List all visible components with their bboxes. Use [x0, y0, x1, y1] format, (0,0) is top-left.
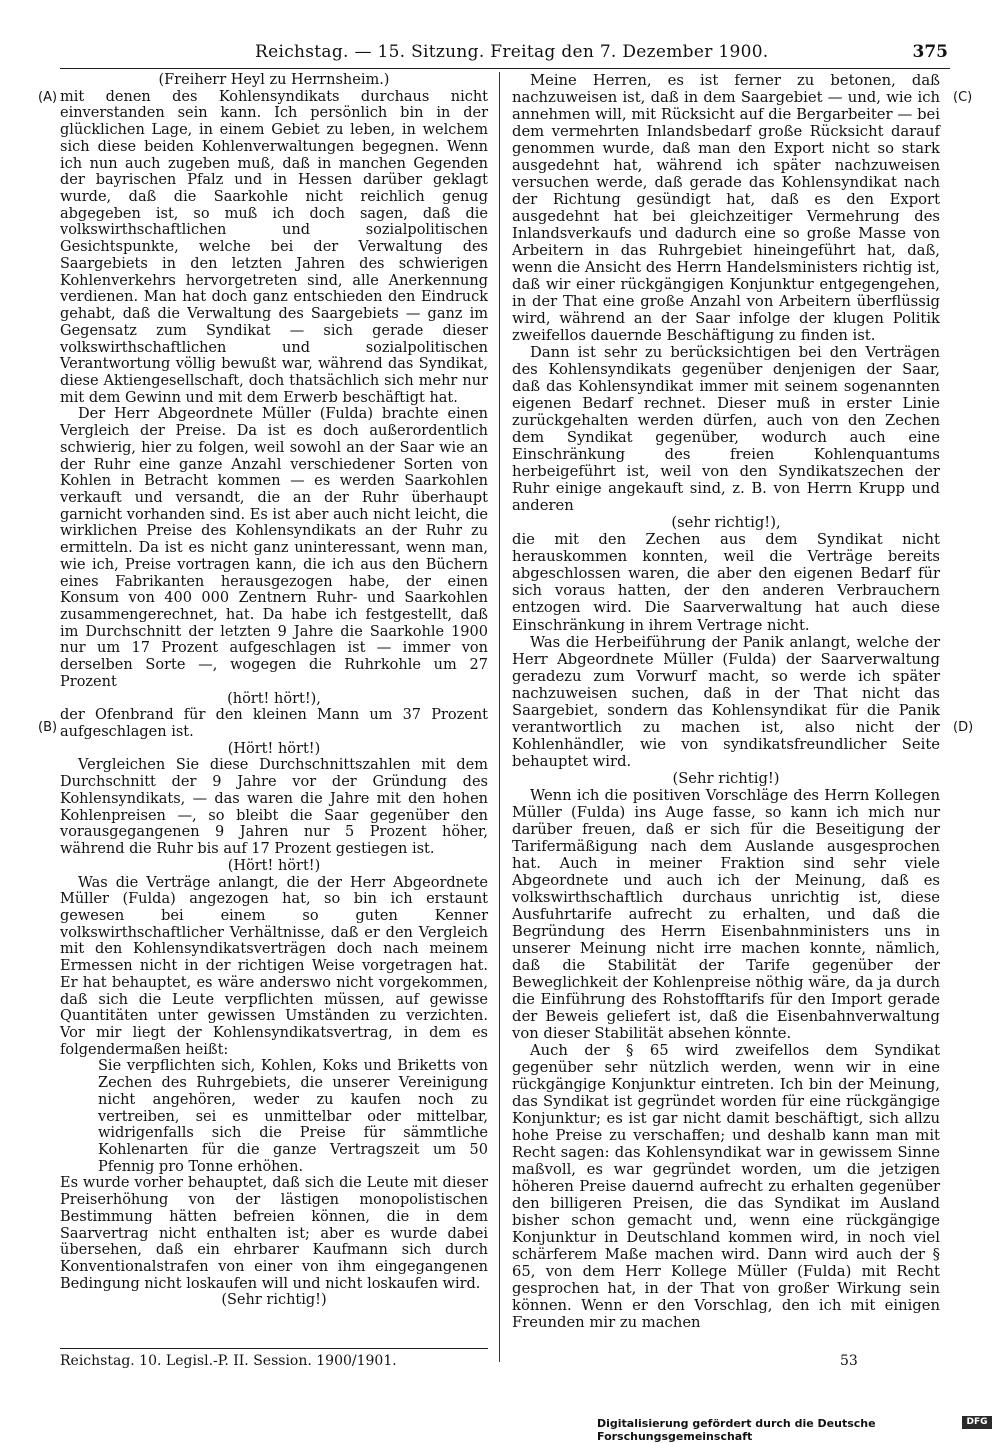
- header-rule: [60, 68, 950, 69]
- paragraph: der Ofenbrand für den kleinen Mann um 37 Prozent aufgeschlagen ist.: [60, 707, 488, 741]
- page-header: [60, 40, 950, 68]
- paragraph: Der Herr Abgeordnete Müller (Fulda) brachte einen Vergleich der Preise. Da ist es doch außerordentlich schwierig, hier zu folgen, weil sowohl an der Saar wie an der Ruhr eine ganze Anzahl verschiedener Sorten von Kohlen in Betracht kommen — es werden Saarkohlen verkauft und versandt, die an der Ruhr überhaupt garnicht vorhanden sind. Es ist aber auch nicht leicht, die wirklichen Preise des Kohlensyndikats an der Ruhr zu ermitteln. Da ist es nicht ganz uninteressant, wenn man, wie ich, Preise vortragen kann, die ich aus den Büchern eines Fabrikanten herausgezogen habe, der einen Konsum von 400 000 Zentnern Ruhr- und Saarkohlen zusammengerechnet, hat. Da habe ich festgestellt, daß im Durchschnitt der letzten 9 Jahre die Saarkohle 1900 nur um 17 Prozent aufgeschlagen ist — immer von derselben Sorte —, wogegen die Ruhrkohle um 27 Prozent: [60, 406, 488, 690]
- column-divider: [499, 72, 500, 1362]
- header-title: Reichstag. — 15. Sitzung. Freitag den 7. Dezember 1900.: [255, 42, 769, 62]
- paragraph: die mit den Zechen aus dem Syndikat nicht herauskommen konnten, weil die Verträge bereits abgeschlossen waren, die aber den eigenen Bedarf für sich voraus hatten, der den anderen Verbrauchern entzogen wird. Die Saarverwaltung hat auch diese Einschränkung in ihrem Vertrage nicht.: [512, 531, 940, 634]
- paragraph: Dann ist sehr zu berücksichtigen bei den Verträgen des Kohlensyndikats gegenüber denjenigen der Saar, daß das Kohlensyndikat immer mit seinem sogenannten eigenen Bedarf rechnet. Dieser muß in erster Linie zurückgehalten werden dürfen, auch von den Zechen dem Syndikat gegenüber, wodurch auch eine Einschränkung des freien Kohlenquantums herbeigeführt ist, weil von den Syndikatszechen der Ruhr einige angekauft sind, z. B. von Herrn Krupp und anderen: [512, 344, 940, 515]
- paragraph: Sie verpflichten sich, Kohlen, Koks und Briketts von Zechen des Ruhrgebiets, die unserer Vereinigung nicht angehören, weder zu kaufen noch zu vertreiben, sei es unmittelbar oder mittelbar, widrigenfalls sich die Preise für sämmtliche Kohlenarten für die ganze Vertragszeit um 50 Pfennig pro Tonne erhöhen.: [98, 1058, 488, 1175]
- dfg-logo: DFG: [962, 1416, 992, 1429]
- margin-marker-c: (C): [953, 90, 973, 105]
- footer-session-info: Reichstag. 10. Legisl.-P. II. Session. 1900/1901.: [60, 1353, 397, 1369]
- paragraph: mit denen des Kohlensyndikats durchaus nicht einverstanden sein kann. Ich persönlich bin in der glücklichen Lage, in einem Gebiet zu leben, in welchem sich diese beiden Kohlenverwaltungen begegnen. Wenn ich nun auch zugeben muß, daß in manchen Gegenden der bayrischen Pfalz und in Hessen darüber geklagt wurde, daß die Saarkohle nicht reichlich genug abgegeben ist, so muß ich doch sagen, daß die volkswirthschaftlichen und sozialpolitischen Gesichtspunkte, welche bei der Verwaltung des Saargebiets in den letzten Jahren des schwierigen Kohlenverkehrs hervorgetreten sind, alle Anerkennung verdienen. Man hat doch ganz entschieden den Eindruck gehabt, daß die Verwaltung des Saargebiets — ganz im Gegensatz zum Syndikat — sich gerade dieser volkswirthschaftlichen und sozialpolitischen Verantwortung völlig bewußt war, während das Syndikat, diese Aktiengesellschaft, doch thatsächlich sich mehr nur mit dem Gewinn und mit dem Erwerb beschäftigt hat.: [60, 88, 488, 406]
- paragraph: Es wurde vorher behauptet, daß sich die Leute mit dieser Preiserhöhung von der lästigen monopolistischen Bestimmung hätten befreien können, die in dem Saarvertrag nicht enthalten ist; aber es wurde dabei übersehen, daß ein ehrbarer Kaufmann sich durch Konventionalstrafen von einer von ihm eingegangenen Bedingung nicht loskaufen will und nicht loskaufen wird.: [60, 1175, 488, 1292]
- paragraph: Wenn ich die positiven Vorschläge des Herrn Kollegen Müller (Fulda) ins Auge fasse, so kann ich mich nur darüber freuen, daß er sich für die Beseitigung der Tarifermäßigung nach dem Auslande ausgesprochen hat. Auch in meiner Fraktion sind sehr viele Abgeordnete und auch ich der Meinung, daß es volkswirthschaftlich durchaus unrichtig ist, diese Ausfuhrtarife aufrecht zu erhalten, und daß die Begründung des Herrn Eisenbahnministers uns in unserer Meinung nicht irre machen konnte, nämlich, daß die Stabilität der Tarife gegenüber der Beweglichkeit der Kohlenpreise nöthig wäre, da ja durch die Einführung des Rohstofftarifs für den Import gerade der Beweis geliefert ist, daß die Eisenbahnverwaltung von dieser Stabilität absehen könnte.: [512, 786, 940, 1042]
- paragraph: Meine Herren, es ist ferner zu betonen, daß nachzuweisen ist, daß in dem Saargebiet — und, wie ich annehmen will, mit Rücksicht auf die Bergarbeiter — bei dem vermehrten Inlandsbedarf große Rücksicht darauf genommen wurde, daß man den Export nicht so stark ausgedehnt hat, während ich später nachzuweisen versuchen werde, daß gerade das Kohlensyndikat nach der Richtung gesündigt hat, daß es den Export ausgedehnt hat bei gleichzeitiger Vermehrung des Inlandsverkaufs und dadurch eine so große Masse von Arbeitern in das Ruhrgebiet hineingeführt hat, daß, wenn die Ansicht des Herrn Handelsministers richtig ist, daß wir einer rückgängigen Konjunktur entgegengehen, in der That eine große Anzahl von Arbeitern überflüssig wird, während an der Saar infolge der klugen Politik zweifellos dauernde Beschäftigung zu finden ist.: [512, 72, 940, 345]
- margin-marker-d: (D): [953, 720, 974, 735]
- interjection: (Hört! hört!): [227, 740, 321, 757]
- footer-rule: [60, 1348, 488, 1349]
- interjection: (hört! hört!),: [227, 690, 321, 707]
- page-number: 375: [912, 42, 948, 62]
- paragraph: Was die Verträge anlangt, die der Herr Abgeordnete Müller (Fulda) angezogen hat, so bin ich erstaunt gewesen bei einem so guten Kenner volkswirthschaftlicher Verhältnisse, daß er den Vergleich mit den Kohlensyndikatsverträgen doch nach meinem Ermessen nicht in der richtigen Weise vorgetragen hat. Er hat behauptet, es wäre anderswo nicht vorgekommen, daß sich die Leute verpflichten müssen, auf gewisse Quantitäten unter gewissen Umständen zu verzichten. Vor mir liegt der Kohlensyndikatsvertrag, in dem es folgendermaßen heißt:: [60, 874, 488, 1058]
- paragraph: Auch der § 65 wird zweifellos dem Syndikat gegenüber sehr nützlich werden, wenn wir in eine rückgängige Konjunktur eintreten. Ich bin der Meinung, das Syndikat ist gegründet worden für eine rückgängige Konjunktur; es ist gar nicht damit beschäftigt, sich allzu hohe Preise zu verschaffen; und deshalb kann man mit Recht sagen: das Kohlensyndikat war in gewissem Sinne maßvoll, es war gegründet worden, um die jetzigen höheren Preise dauernd aufrecht zu erhalten gegenüber den billigeren Preisen, die das Syndikat im Ausland bisher schon gemacht und, wenn eine rückgängige Konjunktur in Deutschland kommen wird, in noch viel schärferem Maße machen wird. Dann wird auch der § 65, von dem Herr Kollege Müller (Fulda) mit Recht gesprochen hat, in der That von großer Wirkung sein können. Wenn er den Vorschlag, den ich mit einigen Freunden mir zu machen: [512, 1041, 940, 1332]
- interjection: (Freiherr Heyl zu Herrnsheim.): [158, 72, 390, 88]
- interjection: (Hört! hört!): [227, 857, 321, 874]
- interjection: (Sehr richtig!): [221, 1292, 327, 1309]
- margin-marker-a: (A): [38, 90, 58, 105]
- interjection: (Sehr richtig!): [672, 769, 780, 787]
- paragraph: Vergleichen Sie diese Durchschnittszahlen mit dem Durchschnitt der 9 Jahre vor der Gründung des Kohlensyndikats, — das waren die Jahre mit den hohen Kohlenpreisen —, so bleibt die Saar gegenüber den vorausgegangenen 9 Jahren nur 5 Prozent höher, während die Ruhr bis auf 17 Prozent gestiegen ist.: [60, 757, 488, 858]
- paragraph: Was die Herbeiführung der Panik anlangt, welche der Herr Abgeordnete Müller (Fulda) der Saarverwaltung geradezu zum Vorwurf macht, so werde ich später nachzuweisen suchen, daß in der That nicht das Saargebiet, sondern das Kohlensyndikat für die Panik verantwortlich zu machen ist, also nicht der Kohlenhändler, wie von syndikatsfreundlicher Seite behauptet wird.: [512, 633, 940, 770]
- digitization-credit: Digitalisierung gefördert durch die Deutsche Forschungsgemeinschaft: [597, 1417, 876, 1443]
- interjection: (sehr richtig!),: [671, 514, 781, 532]
- left-column: [60, 72, 488, 1309]
- right-column: [512, 72, 940, 1331]
- footer-sheet-number: 53: [840, 1353, 858, 1369]
- margin-marker-b: (B): [38, 720, 58, 735]
